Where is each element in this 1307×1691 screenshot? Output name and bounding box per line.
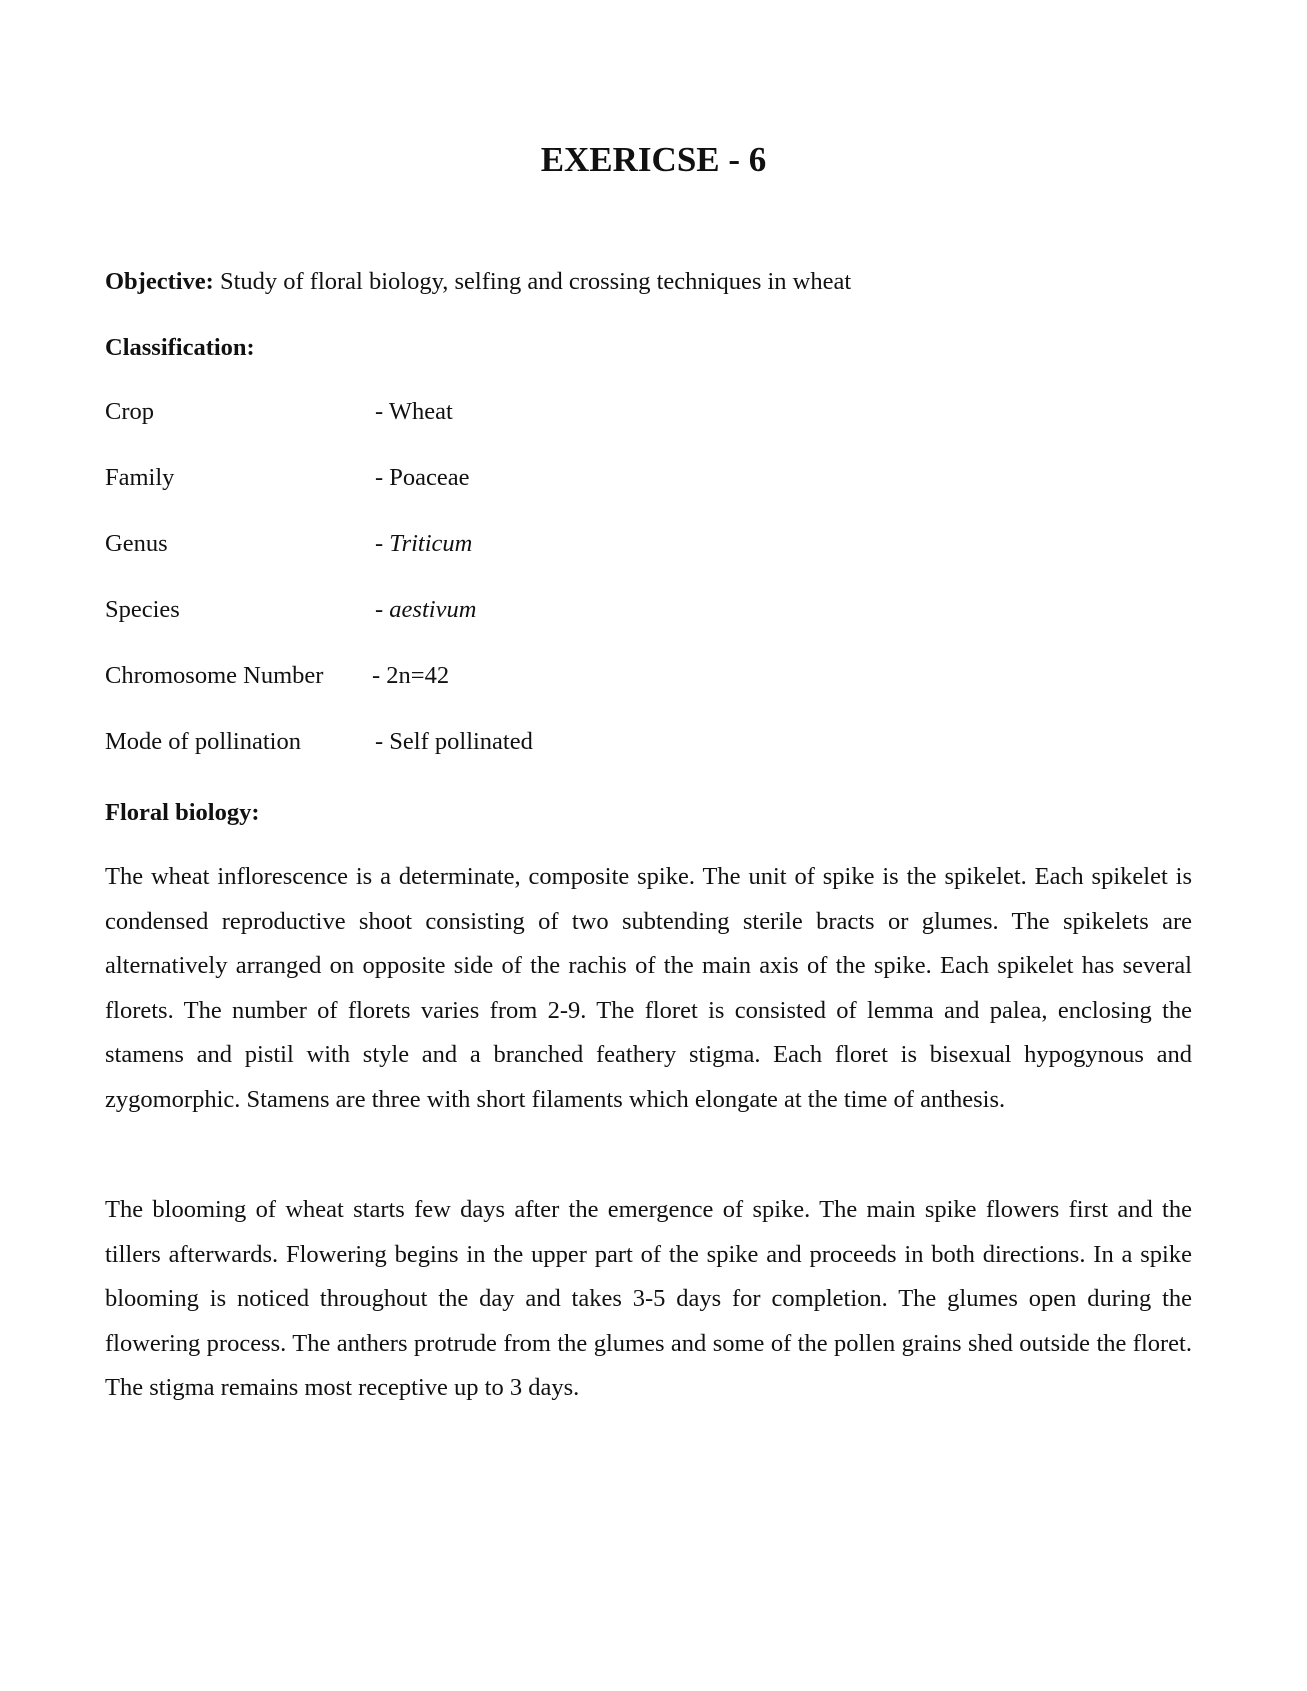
classification-value [375,396,453,428]
classification-value [375,726,533,758]
value-text: Wheat [388,398,453,425]
classification-key: Genus [105,530,168,557]
objective-text: Study of floral biology, selfing and crossing techniques in wheat [213,268,852,295]
classification-key: Chromosome Number [105,662,324,689]
value-text: Triticum [389,530,473,557]
classification-value [375,594,476,626]
classification-value [375,462,470,494]
floral-biology-paragraph-2: The blooming of wheat starts few days after the emergence of spike. The main spike flowers first and the tillers afterwards. Flowering begins in the upper part of the spike and proceeds in both directions. In a spike blooming is noticed throughout the day and takes 3-5 days for completion. The glumes open during the flowering process. The anthers protrude from the glumes and some of the pollen grains shed outside the floret. The stigma remains most receptive up to 3 days. [105,1196,1192,1401]
classification-row-species [105,594,1005,626]
classification-key: Mode of pollination [105,728,301,755]
classification-key: Family [105,464,175,491]
value-dash: - [375,596,390,623]
classification-value [372,660,449,692]
classification-heading: Classification: [105,334,255,361]
classification-row-crop [105,396,1005,428]
floral-biology-paragraph-1: The wheat inflorescence is a determinate, composite spike. The unit of spike is the spikelet. Each spikelet is condensed reproductive shoot consisting of two subtending sterile bracts or glumes. The spikelets are alternatively arranged on opposite side of the rachis of the main axis of the spike. Each spikelet has several florets. The number of florets varies from 2-9. The floret is consisted of lemma and palea, enclosing the stamens and pistil with style and a branched feathery stigma. Each floret is bisexual hypogynous and zygomorphic. Stamens are three with short filaments which elongate at the time of anthesis. [105,863,1192,1113]
classification-key: Species [105,596,180,623]
classification-row-chromosome-number [105,660,1005,692]
classification-row-mode-of-pollination [105,726,1005,758]
classification-value [375,528,472,560]
exercise-title: EXERICSE - 6 [540,140,767,179]
value-dash: - [375,530,390,557]
objective-label: Objective: [105,268,214,295]
value-text: Self pollinated [389,728,533,755]
value-dash: - [372,662,387,689]
value-text: Poaceae [389,464,470,491]
value-dash: - [375,728,390,755]
value-text: aestivum [389,596,477,623]
floral-biology-heading: Floral biology: [105,799,260,826]
classification-key: Crop [105,398,154,425]
value-dash: - [375,398,389,425]
classification-row-genus [105,528,1005,560]
value-dash: - [375,464,390,491]
value-text: 2n=42 [386,662,450,689]
classification-row-family [105,462,1005,494]
objective-line [105,266,851,298]
